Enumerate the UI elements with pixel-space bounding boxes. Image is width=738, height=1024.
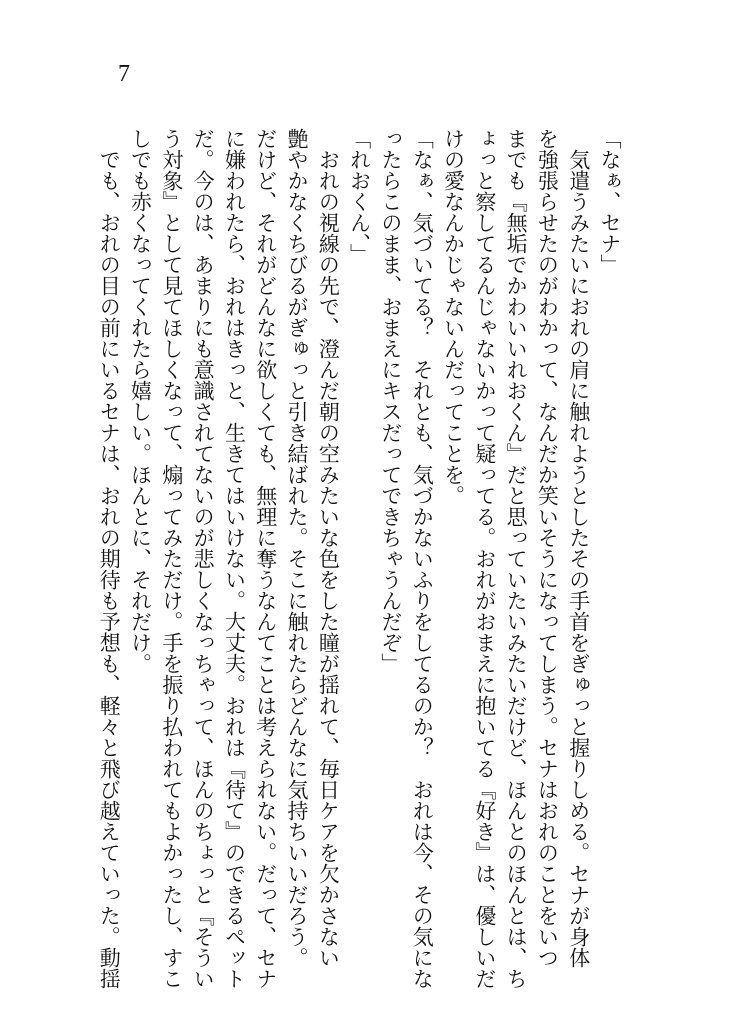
page-number: 7 <box>118 61 130 87</box>
text-line: 「れおくん、」 <box>347 128 372 265</box>
text-line: けの愛なんかじゃないんだってことを。 <box>441 128 466 506</box>
text-line: 気遣うみたいにおれの肩に触れようとしたその手首をぎゅっと握りしめる。セナが身体 <box>566 128 591 968</box>
text-line: だ。今のは、あまりにも意識されてないのが悲しくなっちゃって、ほんのちょっと『そうい <box>191 128 216 989</box>
text-line: だけど、それがどんなに欲しくても、無理に奪うなんてことは考えられない。だって、セナ <box>253 128 278 989</box>
text-line: に嫌われたら、おれはきっと、生きてはいけない。大丈夫。おれは『待て』のできるペット <box>222 128 247 989</box>
text-line: ったらこのまま、おまえにキスだってできちゃうんだぞ」 <box>378 128 403 674</box>
text-line: う対象』として見てほしくなって、煽ってみただけ。手を振り払われてもよかったし、すこ <box>159 128 184 989</box>
text-line: までも『無垢でかわいいれおくん』だと思っていたいみたいだけど、ほんとのほんとは、ち <box>504 128 529 989</box>
text-line: 「なぁ、セナ」 <box>598 128 622 275</box>
text-line: でも、おれの目の前にいるセナは、おれの期待も予想も、軽々と飛び越えていった。動揺 <box>97 128 122 989</box>
text-line: 「なぁ、気づいてる？ それとも、気づかないふりをしてるのか？ おれは今、その気にな <box>410 128 435 989</box>
text-line: 艶やかなくちびるがぎゅっと引き結ばれた。そこに触れたらどんなに気持ちいいだろう。 <box>285 128 310 968</box>
body-text <box>93 128 625 989</box>
text-line: を強張らせたのがわかって、なんだか笑いそうになってしまう。セナはおれのことをいつ <box>535 128 560 968</box>
text-line: おれの視線の先で、澄んだ朝の空みたいな色をした瞳が揺れて、毎日ケアを欠かさない <box>316 128 341 968</box>
text-line: ょっと察してるんじゃないかって疑ってる。おれがおまえに抱いてる『好き』は、優しいだ <box>472 128 497 989</box>
text-line: しでも赤くなってくれたら嬉しい。ほんとに、それだけ。 <box>128 128 153 674</box>
